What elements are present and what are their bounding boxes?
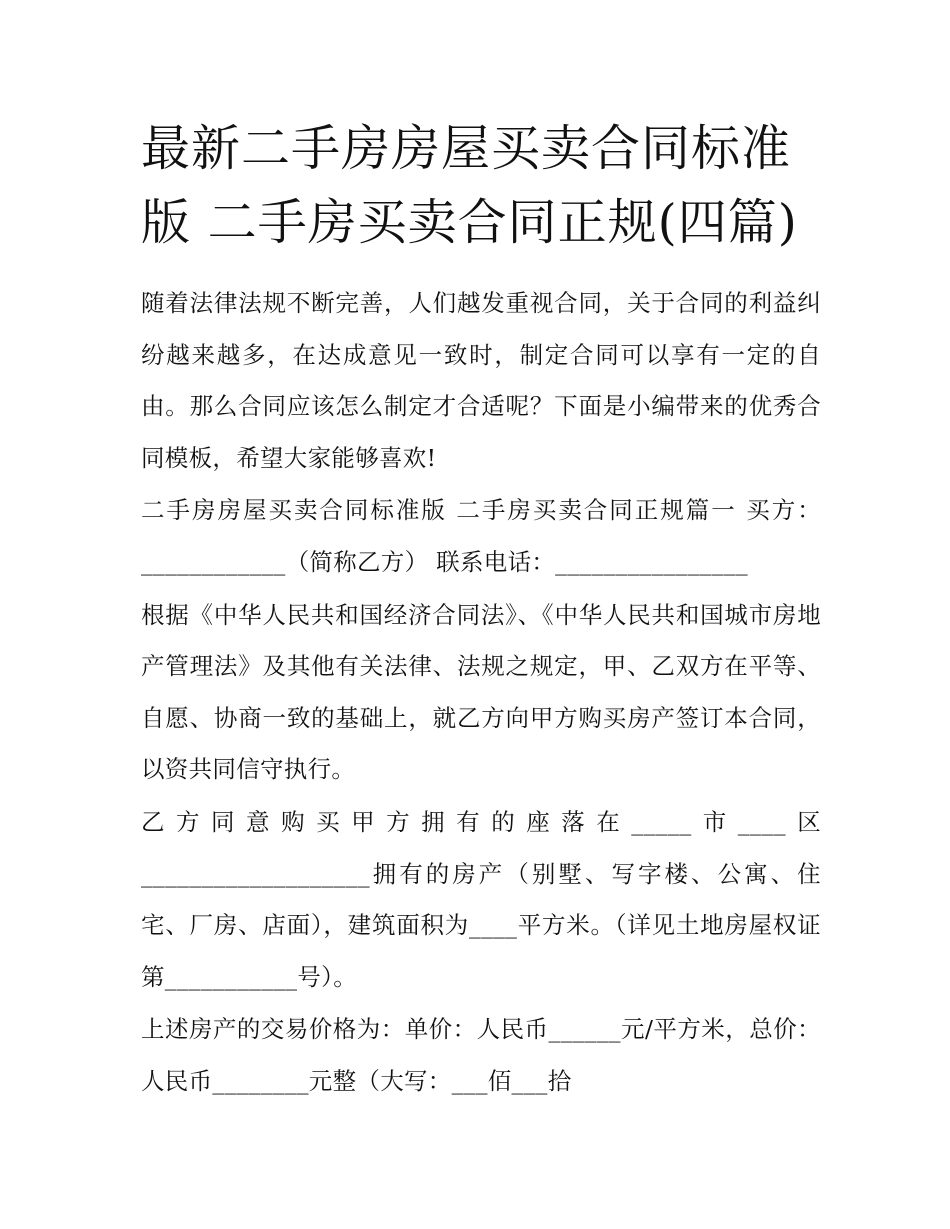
paragraph-legal-basis: 根据《中华人民共和国经济合同法》、《中华人民共和国城市房地产管理法》及其他有关法律、法规之规定，甲、乙双方在平等、自愿、协商一致的基础上，就乙方向甲方购买房产签订本合同，以资共同信守执行。 — [141, 600, 821, 784]
document-body — [141, 112, 821, 1109]
paragraph-property-description: 乙方同意购买甲方拥有的座落在_____市____区___________________拥有的房产（别墅、写字楼、公寓、住宅、厂房、店面），建筑面积为____平方米。（详见土地房屋权证第___________号）。 — [141, 807, 821, 991]
paragraph-price: 上述房产的交易价格为：单价：人民币______元/平方米，总价：人民币________元整（大写：___佰___拾 — [141, 1015, 821, 1095]
paragraph-buyer-info: 二手房房屋买卖合同标准版 二手房买卖合同正规篇一 买方：____________（简称乙方） 联系电话：________________ — [141, 496, 821, 576]
document-content — [141, 278, 821, 1108]
paragraph-intro: 随着法律法规不断完善，人们越发重视合同，关于合同的利益纠纷越来越多，在达成意见一致时，制定合同可以享有一定的自由。那么合同应该怎么制定才合适呢？下面是小编带来的优秀合同模板，希望大家能够喜欢! — [141, 289, 821, 472]
document-title: 最新二手房房屋买卖合同标准版 二手房买卖合同正规(四篇) — [141, 120, 798, 251]
